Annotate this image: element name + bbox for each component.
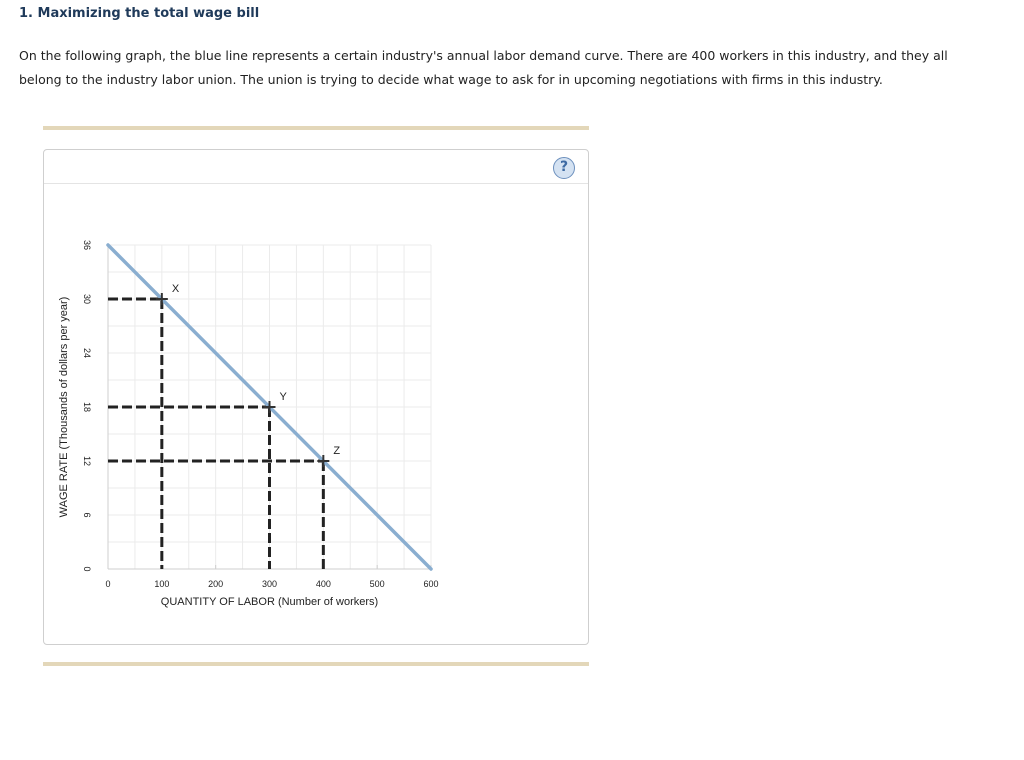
- x-tick-label: 200: [208, 579, 224, 589]
- graph-panel: [43, 149, 589, 645]
- point-label: Z: [333, 445, 341, 457]
- x-tick-label: 300: [261, 579, 278, 589]
- x-tick-label: 100: [154, 579, 170, 589]
- divider-bottom: [43, 662, 589, 666]
- y-tick-label: 0: [82, 566, 92, 572]
- x-tick-label: 500: [369, 579, 385, 589]
- x-axis-title: QUANTITY OF LABOR (Number of workers): [160, 596, 379, 608]
- y-tick-label: 36: [82, 239, 92, 251]
- x-tick-label: 0: [105, 579, 111, 589]
- question-title: 1. Maximizing the total wage bill: [19, 6, 260, 21]
- y-tick-label: 18: [82, 401, 92, 413]
- y-axis-title: WAGE RATE (Thousands of dollars per year): [58, 296, 70, 518]
- point-label: Y: [279, 391, 287, 403]
- y-tick-label: 24: [82, 347, 92, 359]
- y-tick-label: 30: [82, 293, 92, 305]
- divider-top: [43, 126, 589, 130]
- x-tick-label: 400: [315, 579, 331, 589]
- question-text: On the following graph, the blue line represents a certain industry's annual labor demand curve. There are 400 workers in this industry, and they all belong to the industry labor union. The union is trying to decide what wage to ask for in upcoming negotiations with firms in this industry.: [19, 48, 948, 87]
- y-tick-label: 12: [82, 455, 92, 467]
- x-tick-label: 600: [423, 579, 439, 589]
- help-button[interactable]: ?: [553, 157, 575, 179]
- labor-demand-chart: [44, 150, 588, 644]
- y-tick-label: 6: [82, 512, 92, 518]
- point-label: X: [171, 283, 180, 295]
